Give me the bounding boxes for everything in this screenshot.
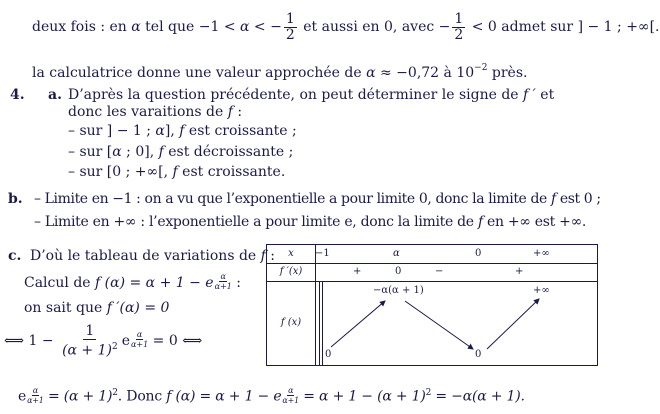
exponent-fraction bbox=[131, 330, 148, 349]
qc-known bbox=[24, 299, 169, 317]
bullet-post: est décroissante ; bbox=[163, 144, 294, 160]
qc-last-a: = (α + 1) bbox=[43, 388, 113, 405]
question-letter-b: b. bbox=[8, 191, 23, 207]
exponent-numerator: α bbox=[136, 330, 143, 339]
f-left-limit: 0 bbox=[325, 349, 332, 360]
bullet-pre: – sur [0 ; +∞[, bbox=[68, 164, 173, 180]
bullet-mid: ; 0], bbox=[121, 144, 159, 160]
question-number: 4. bbox=[10, 87, 25, 103]
exponent: −2 bbox=[474, 63, 488, 73]
line-2-text: la calculatrice donne une valeur approchée de bbox=[32, 65, 367, 81]
square-exponent: 2 bbox=[425, 388, 432, 398]
q4-line-1-text: D’après la question précédente, on peut déterminer le signe de bbox=[68, 87, 524, 103]
qc-last-b: . Donc bbox=[117, 388, 167, 405]
qc-intro-text: D’où le tableau de variations de bbox=[30, 248, 261, 264]
qb-line-2-end: en +∞ est +∞. bbox=[482, 214, 587, 230]
equiv-fraction bbox=[60, 324, 120, 359]
line-2-tail: près. bbox=[487, 65, 528, 81]
qb-line-1-text: – Limite en −1 : on a vu que l’exponentielle a pour limite 0, donc la limite de bbox=[34, 191, 551, 207]
square-exponent: 2 bbox=[112, 388, 118, 398]
bullet-2 bbox=[68, 143, 293, 161]
exponent-denominator: α+1 bbox=[27, 395, 44, 405]
sign-plus-1: + bbox=[353, 266, 362, 277]
qc-calc-end: : bbox=[231, 275, 241, 291]
f-symbol: f bbox=[551, 191, 556, 207]
alpha-symbol: α bbox=[112, 144, 122, 160]
question-letter-c: c. bbox=[8, 248, 22, 264]
qc-known-text: on sait que bbox=[24, 300, 107, 316]
exponent-denominator: α+1 bbox=[282, 395, 300, 405]
exponent-denominator: α+1 bbox=[131, 340, 149, 349]
alpha-symbol: α bbox=[155, 123, 165, 139]
question-letter-a: a. bbox=[48, 87, 62, 103]
fraction-numerator: 1 bbox=[85, 322, 95, 339]
exponent-denominator: α+1 bbox=[214, 282, 232, 291]
fraction-numerator: 1 bbox=[454, 10, 464, 27]
qb-line-2-text: – Limite en +∞ : l’exponentielle a pour limite e, donc la limite de bbox=[34, 214, 478, 230]
bullet-post: est croissante. bbox=[177, 164, 286, 180]
exponent-fraction bbox=[27, 386, 44, 405]
arrow-decreasing bbox=[405, 301, 473, 349]
fprime-label: f ′(x) bbox=[279, 266, 303, 277]
qc-equiv-start: ⟺ 1 − bbox=[4, 333, 59, 349]
q4-line-2-end: : bbox=[232, 104, 243, 120]
line-1-text-e: < 0 admet sur ] − 1 ; +∞[. bbox=[467, 19, 660, 35]
bullet-1 bbox=[68, 122, 297, 140]
x-value-alpha: α bbox=[393, 248, 400, 259]
line-1 bbox=[32, 10, 660, 44]
q4-line-2 bbox=[68, 103, 242, 121]
arrow-increasing-1 bbox=[331, 301, 385, 347]
qc-equiv-end: = 0 ⟺ bbox=[148, 333, 203, 349]
line-2 bbox=[32, 59, 527, 82]
qc-calc bbox=[24, 272, 241, 292]
exponent-fraction bbox=[215, 272, 232, 291]
x-value-plus-infinity: +∞ bbox=[533, 248, 550, 259]
line-1-text-c: < − bbox=[249, 19, 282, 35]
f-right-limit: +∞ bbox=[533, 285, 550, 296]
fraction-numerator: 1 bbox=[285, 10, 295, 27]
f-symbol: f bbox=[179, 123, 185, 139]
qc-known-expr: f ′(α) = 0 bbox=[106, 300, 170, 316]
fraction-denominator: 2 bbox=[285, 26, 295, 43]
q4-line-1 bbox=[68, 86, 554, 104]
f-label: f (x) bbox=[280, 317, 302, 328]
qc-intro-end: : bbox=[265, 248, 276, 264]
fprime-symbol: f ′ bbox=[523, 87, 536, 103]
denominator-exponent: 2 bbox=[111, 341, 118, 352]
arrow-increasing-2 bbox=[487, 299, 539, 349]
f-symbol: f bbox=[477, 214, 483, 230]
qc-equiv-exp-base: e bbox=[121, 333, 131, 349]
q4-line-1-end: et bbox=[535, 87, 555, 103]
f-min: 0 bbox=[475, 349, 482, 360]
sign-plus-2: + bbox=[515, 266, 524, 277]
alpha-symbol: α bbox=[366, 65, 376, 81]
qc-calc-expr: f (α) = α + 1 − e bbox=[95, 275, 214, 291]
exponent-numerator: α bbox=[220, 272, 226, 281]
exp-base: e bbox=[18, 388, 27, 405]
bullet-pre: – sur ] − 1 ; bbox=[68, 123, 156, 139]
qc-last-d: = −α(α + 1). bbox=[431, 388, 525, 405]
f-symbol: f bbox=[158, 144, 164, 160]
line-1-text-b: tel que −1 < bbox=[140, 19, 241, 35]
fraction-half bbox=[284, 12, 297, 43]
f-symbol: f bbox=[260, 248, 266, 264]
qc-last-c: = α + 1 − (α + 1) bbox=[299, 388, 426, 405]
qc-last-expr: f (α) = α + 1 − e bbox=[166, 388, 282, 405]
line-1-text-a: deux fois : en bbox=[32, 19, 132, 35]
sign-minus: − bbox=[435, 266, 444, 277]
f-symbol: f bbox=[172, 164, 178, 180]
denominator-base: (α + 1) bbox=[62, 342, 112, 359]
x-label: x bbox=[288, 248, 294, 259]
x-value-zero: 0 bbox=[475, 248, 482, 259]
fraction-denominator: 2 bbox=[454, 26, 464, 43]
exponent-numerator: α bbox=[288, 385, 294, 395]
bullet-post: est croissante ; bbox=[184, 123, 297, 139]
alpha-symbol: α bbox=[240, 19, 250, 35]
fraction-half bbox=[452, 12, 465, 43]
x-value-minus-one: −1 bbox=[315, 248, 330, 259]
line-1-text-d: et aussi en 0, avec − bbox=[298, 19, 451, 35]
qb-line-1-end: est 0 ; bbox=[555, 191, 601, 207]
sign-zero: 0 bbox=[395, 266, 402, 277]
qb-line-1 bbox=[34, 190, 601, 208]
f-max: −α(α + 1) bbox=[373, 285, 424, 296]
bullet-pre: – sur [ bbox=[68, 144, 113, 160]
bullet-mid: ], bbox=[164, 123, 180, 139]
qc-calc-text: Calcul de bbox=[24, 275, 96, 291]
exponent-fraction bbox=[282, 386, 299, 405]
qc-last bbox=[18, 384, 525, 406]
alpha-symbol: α bbox=[131, 19, 141, 35]
line-2-approx: ≈ −0,72 à 10 bbox=[375, 65, 475, 81]
q4-line-2-text: donc les varaitions de bbox=[68, 104, 228, 120]
qc-intro bbox=[30, 247, 275, 265]
qc-equiv bbox=[4, 322, 202, 360]
variation-arrows bbox=[267, 245, 597, 365]
f-symbol: f bbox=[227, 104, 233, 120]
fraction-denominator bbox=[60, 340, 120, 359]
variation-table bbox=[266, 244, 598, 366]
exponent-numerator: α bbox=[32, 385, 38, 395]
qb-line-2 bbox=[34, 213, 586, 231]
bullet-3 bbox=[68, 163, 285, 181]
